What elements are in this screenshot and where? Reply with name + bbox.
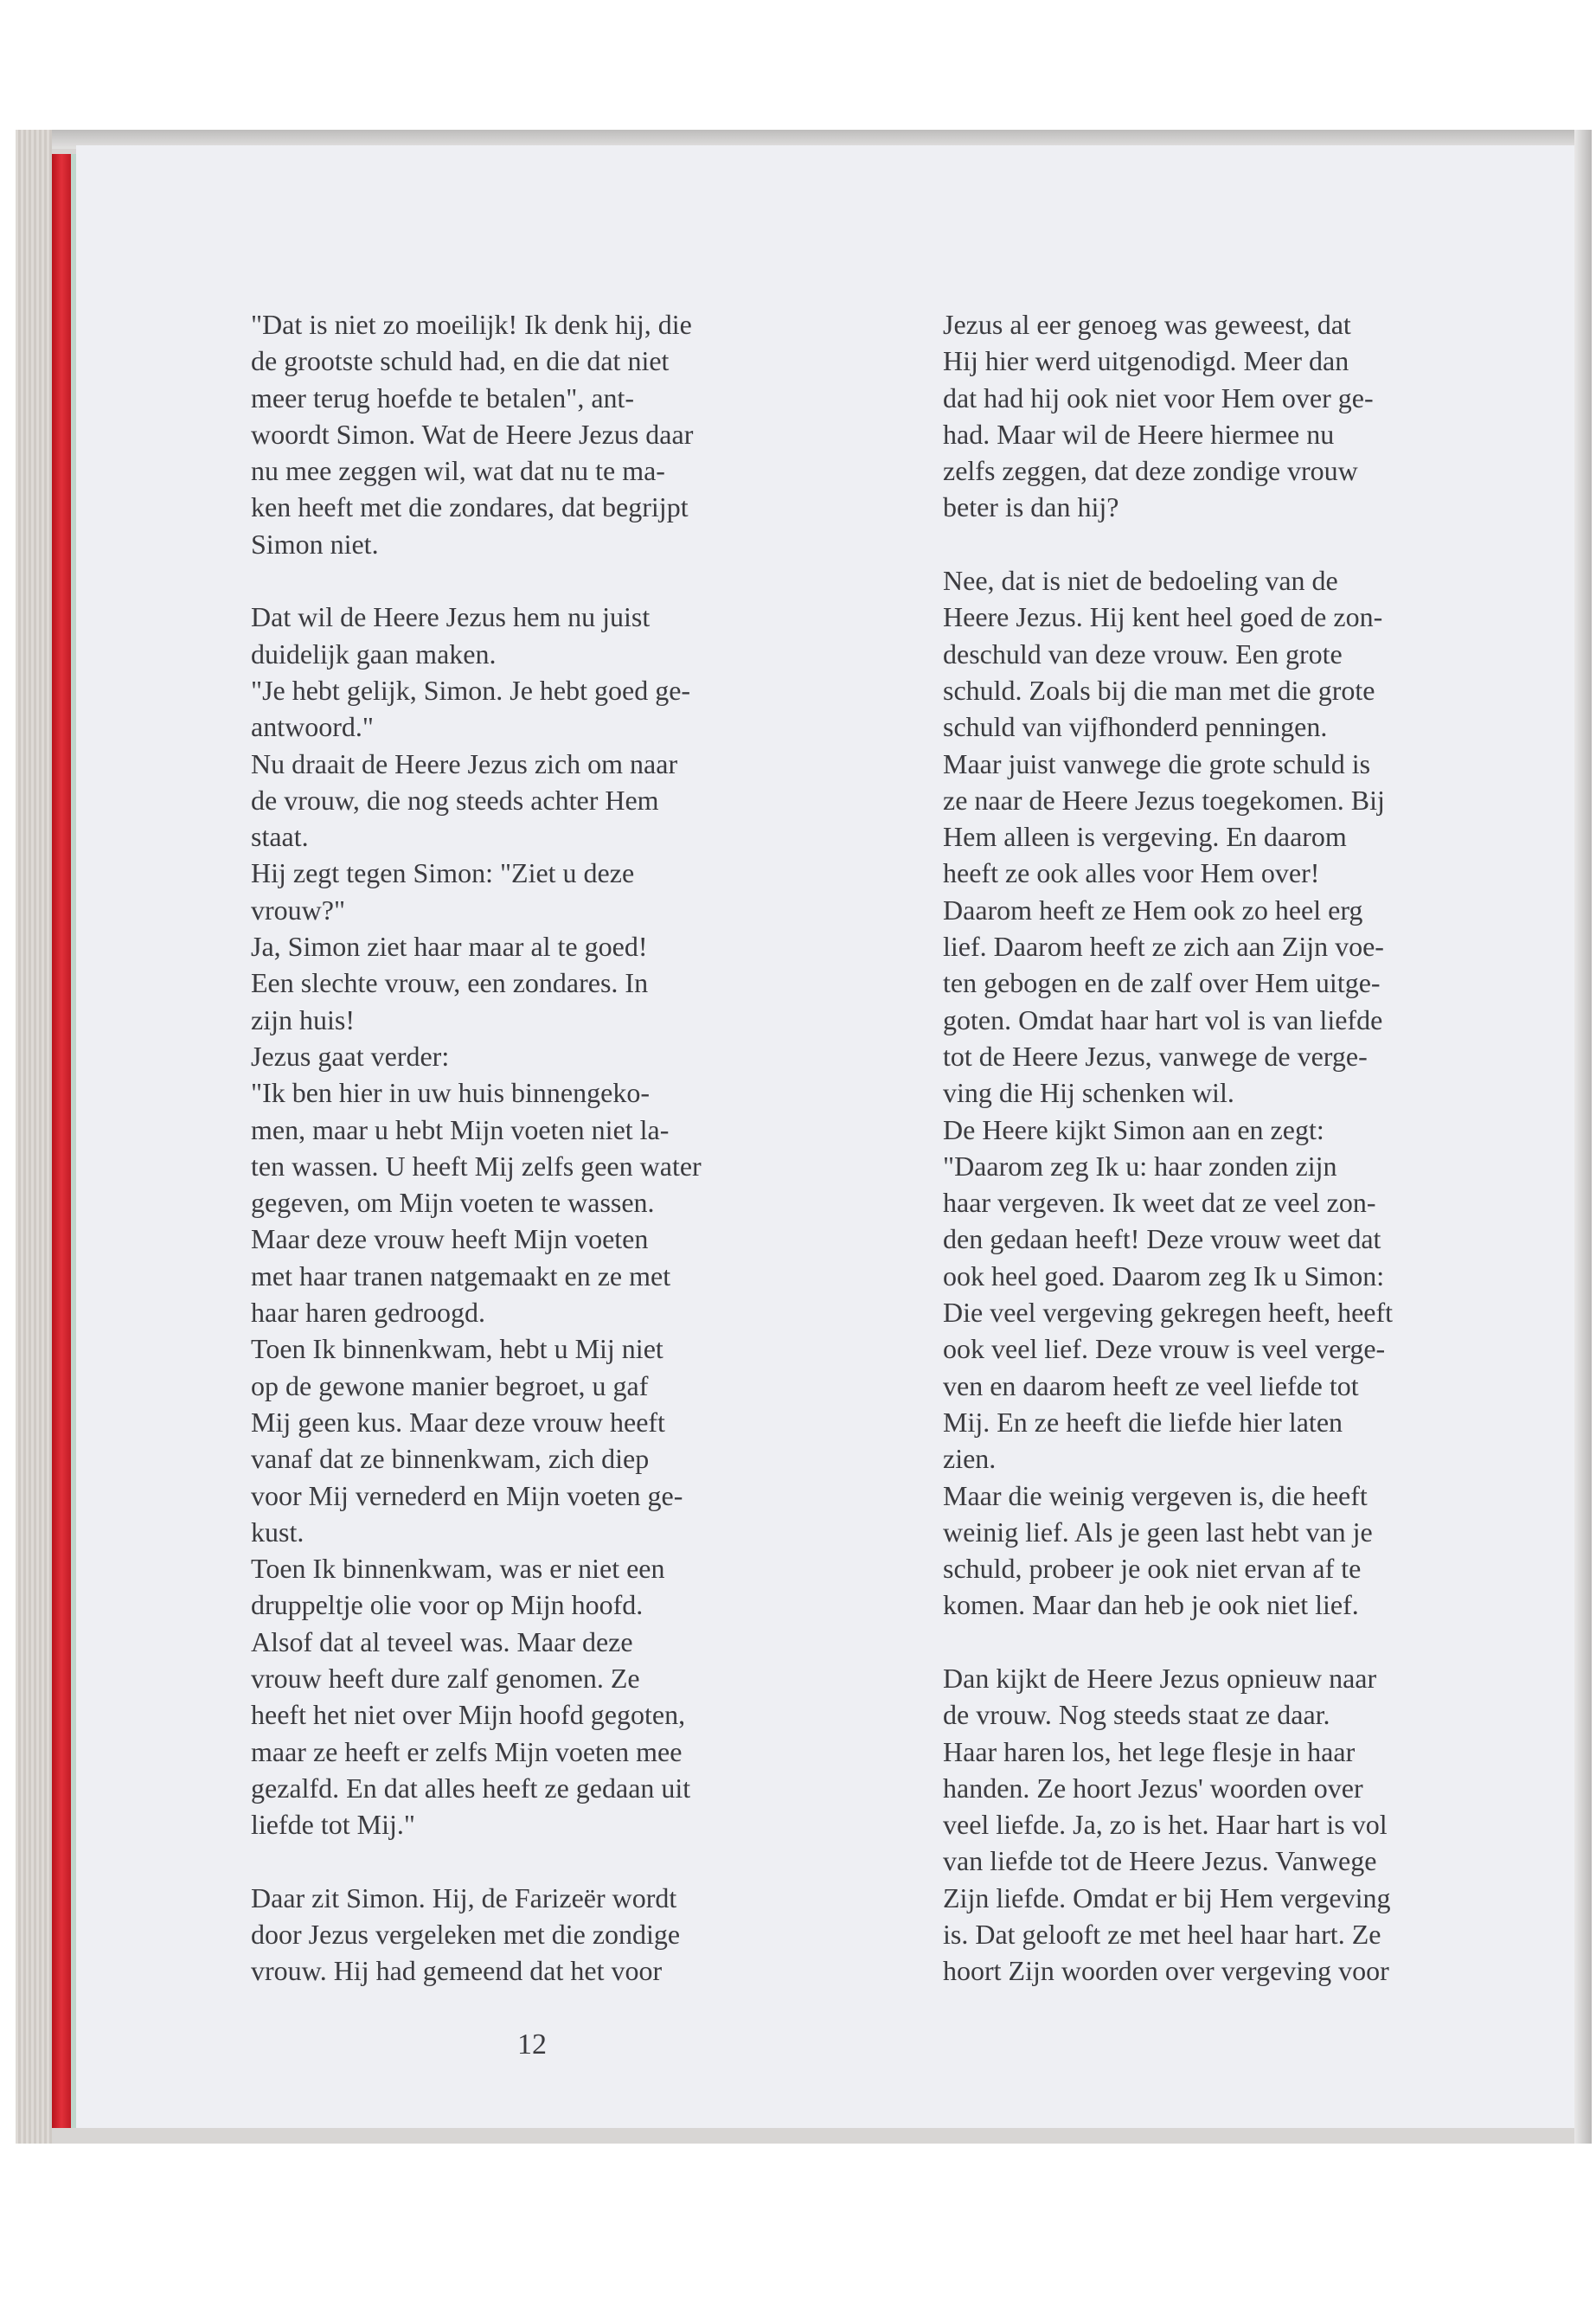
text-line: beter is dan hij? <box>943 491 1119 523</box>
text-line: men, maar u hebt Mijn voeten niet la- <box>251 1113 670 1145</box>
paragraph-gap <box>943 1624 1540 1660</box>
text-line: vrouw?" <box>251 894 346 926</box>
text-line: Jezus gaat verder: <box>251 1040 450 1072</box>
text-line: haar haren gedroogd. <box>251 1297 485 1329</box>
text-line: Toen Ik binnenkwam, hebt u Mij niet <box>251 1333 663 1365</box>
text-line: zijn huis! <box>251 1003 355 1035</box>
text-line: tot de Heere Jezus, vanwege de verge- <box>943 1040 1368 1072</box>
text-line: schuld van vijfhonderd penningen. <box>943 711 1328 743</box>
text-line: zien. <box>943 1443 997 1475</box>
text-line: Daarom heeft ze Hem ook zo heel erg <box>943 894 1363 926</box>
text-line: ten wassen. U heeft Mij zelfs geen water <box>251 1150 702 1182</box>
text-line: Mij geen kus. Maar deze vrouw heeft <box>251 1406 665 1438</box>
text-line: Jezus al eer genoeg was geweest, dat <box>943 309 1351 340</box>
text-line: liefde tot Mij." <box>251 1809 415 1841</box>
text-line: druppeltje olie voor op Mijn hoofd. <box>251 1589 644 1621</box>
red-page-edge <box>52 154 71 2128</box>
text-line: ook veel lief. Deze vrouw is veel verge- <box>943 1333 1386 1365</box>
text-line: Haar haren los, het lege flesje in haar <box>943 1735 1356 1767</box>
page-number: 12 <box>517 2029 547 2061</box>
text-line: kust. <box>251 1516 304 1548</box>
text-line: Alsof dat al teveel was. Maar deze <box>251 1625 633 1657</box>
text-line: gezalfd. En dat alles heeft ze gedaan uit <box>251 1772 691 1804</box>
text-line: ving die Hij schenken wil. <box>943 1077 1234 1109</box>
text-line: nu mee zeggen wil, wat dat nu te ma- <box>251 455 665 487</box>
text-line: maar ze heeft er zelfs Mijn voeten mee <box>251 1735 683 1767</box>
text-line: deschuld van deze vrouw. Een grote <box>943 638 1343 670</box>
text-line: ook heel goed. Daarom zeg Ik u Simon: <box>943 1259 1385 1292</box>
text-line: zelfs zeggen, dat deze zondige vrouw <box>943 455 1358 487</box>
book-right-edge <box>1574 130 1592 2144</box>
text-line: Hij zegt tegen Simon: "Ziet u deze <box>251 857 635 889</box>
text-line: komen. Maar dan heb je ook niet lief. <box>943 1589 1359 1621</box>
text-line: meer terug hoefde te betalen", ant- <box>251 381 635 413</box>
text-line: Maar juist vanwege die grote schuld is <box>943 747 1371 779</box>
text-line: ten gebogen en de zalf over Hem uitge- <box>943 967 1381 999</box>
text-line: den gedaan heeft! Deze vrouw weet dat <box>943 1223 1381 1255</box>
text-line: handen. Ze hoort Jezus' woorden over <box>943 1772 1363 1804</box>
text-line: staat. <box>251 821 309 853</box>
text-line: de vrouw, die nog steeds achter Hem <box>251 784 659 816</box>
text-line: schuld. Zoals bij die man met die grote <box>943 674 1375 706</box>
book-spine <box>16 130 52 2144</box>
paragraph-gap <box>943 526 1540 562</box>
text-line: met haar tranen natgemaakt en ze met <box>251 1259 671 1292</box>
text-line: schuld, probeer je ook niet ervan af te <box>943 1553 1362 1585</box>
text-line: weinig lief. Als je geen last hebt van je <box>943 1516 1373 1548</box>
text-line: ven en daarom heeft ze veel liefde tot <box>943 1369 1359 1401</box>
text-line: De Heere kijkt Simon aan en zegt: <box>943 1113 1324 1145</box>
text-line: voor Mij vernederd en Mijn voeten ge- <box>251 1479 683 1511</box>
text-line: Nee, dat is niet de bedoeling van de <box>943 565 1338 597</box>
text-line: "Dat is niet zo moeilijk! Ik denk hij, die <box>251 309 692 340</box>
text-line: lief. Daarom heeft ze zich aan Zijn voe- <box>943 931 1384 963</box>
text-line: Maar die weinig vergeven is, die heeft <box>943 1479 1368 1511</box>
text-line: Heere Jezus. Hij kent heel goed de zon- <box>943 601 1383 633</box>
text-line: Mij. En ze heeft die liefde hier laten <box>943 1406 1343 1438</box>
text-line: woordt Simon. Wat de Heere Jezus daar <box>251 418 694 450</box>
text-line: had. Maar wil de Heere hiermee nu <box>943 418 1335 450</box>
text-line: is. Dat gelooft ze met heel haar hart. Ze <box>943 1919 1381 1951</box>
text-line: "Ik ben hier in uw huis binnengeko- <box>251 1077 650 1109</box>
text-line: dat had hij ook niet voor Hem over ge- <box>943 381 1374 413</box>
text-line: antwoord." <box>251 711 374 743</box>
paragraph-gap <box>251 562 848 599</box>
text-line: door Jezus vergeleken met die zondige <box>251 1919 681 1951</box>
text-line: goten. Omdat haar hart vol is van liefde <box>943 1003 1383 1035</box>
text-line: "Je hebt gelijk, Simon. Je hebt goed ge- <box>251 674 691 706</box>
text-line: Ja, Simon ziet haar maar al te goed! <box>251 931 648 963</box>
text-line: Dat wil de Heere Jezus hem nu juist <box>251 601 651 633</box>
text-line: heeft ze ook alles voor Hem over! <box>943 857 1320 889</box>
text-line: heeft het niet over Mijn hoofd gegoten, <box>251 1699 686 1731</box>
text-line: vrouw heeft dure zalf genomen. Ze <box>251 1662 640 1694</box>
text-line: op de gewone manier begroet, u gaf <box>251 1369 649 1401</box>
text-line: haar vergeven. Ik weet dat ze veel zon- <box>943 1187 1376 1219</box>
text-line: vanaf dat ze binnenkwam, zich diep <box>251 1443 650 1475</box>
right-text-column <box>943 306 1540 1990</box>
text-line: ken heeft met die zondares, dat begrijpt <box>251 491 689 523</box>
text-line: ze naar de Heere Jezus toegekomen. Bij <box>943 784 1385 816</box>
left-text-column <box>251 306 848 1990</box>
text-line: Daar zit Simon. Hij, de Farizeër wordt <box>251 1881 677 1913</box>
text-line: de vrouw. Nog steeds staat ze daar. <box>943 1699 1330 1731</box>
text-line: Hij hier werd uitgenodigd. Meer dan <box>943 345 1349 377</box>
text-line: duidelijk gaan maken. <box>251 638 497 670</box>
text-line: de grootste schuld had, en die dat niet <box>251 345 670 377</box>
text-line: vrouw. Hij had gemeend dat het voor <box>251 1955 663 1987</box>
text-line: veel liefde. Ja, zo is het. Haar hart is vol <box>943 1809 1388 1841</box>
text-line: Zijn liefde. Omdat er bij Hem vergeving <box>943 1881 1391 1913</box>
text-line: Simon niet. <box>251 528 379 560</box>
text-line: Een slechte vrouw, een zondares. In <box>251 967 649 999</box>
text-line: Toen Ik binnenkwam, was er niet een <box>251 1553 665 1585</box>
text-line: Die veel vergeving gekregen heeft, heeft <box>943 1297 1394 1329</box>
text-line: gegeven, om Mijn voeten te wassen. <box>251 1187 655 1219</box>
text-line: Hem alleen is vergeving. En daarom <box>943 821 1347 853</box>
paragraph-gap <box>251 1843 848 1879</box>
text-line: "Daarom zeg Ik u: haar zonden zijn <box>943 1150 1337 1182</box>
text-line: Nu draait de Heere Jezus zich om naar <box>251 747 678 779</box>
text-line: van liefde tot de Heere Jezus. Vanwege <box>943 1845 1377 1877</box>
text-line: Dan kijkt de Heere Jezus opnieuw naar <box>943 1662 1377 1694</box>
text-line: hoort Zijn woorden over vergeving voor <box>943 1955 1389 1987</box>
text-line: Maar deze vrouw heeft Mijn voeten <box>251 1223 649 1255</box>
